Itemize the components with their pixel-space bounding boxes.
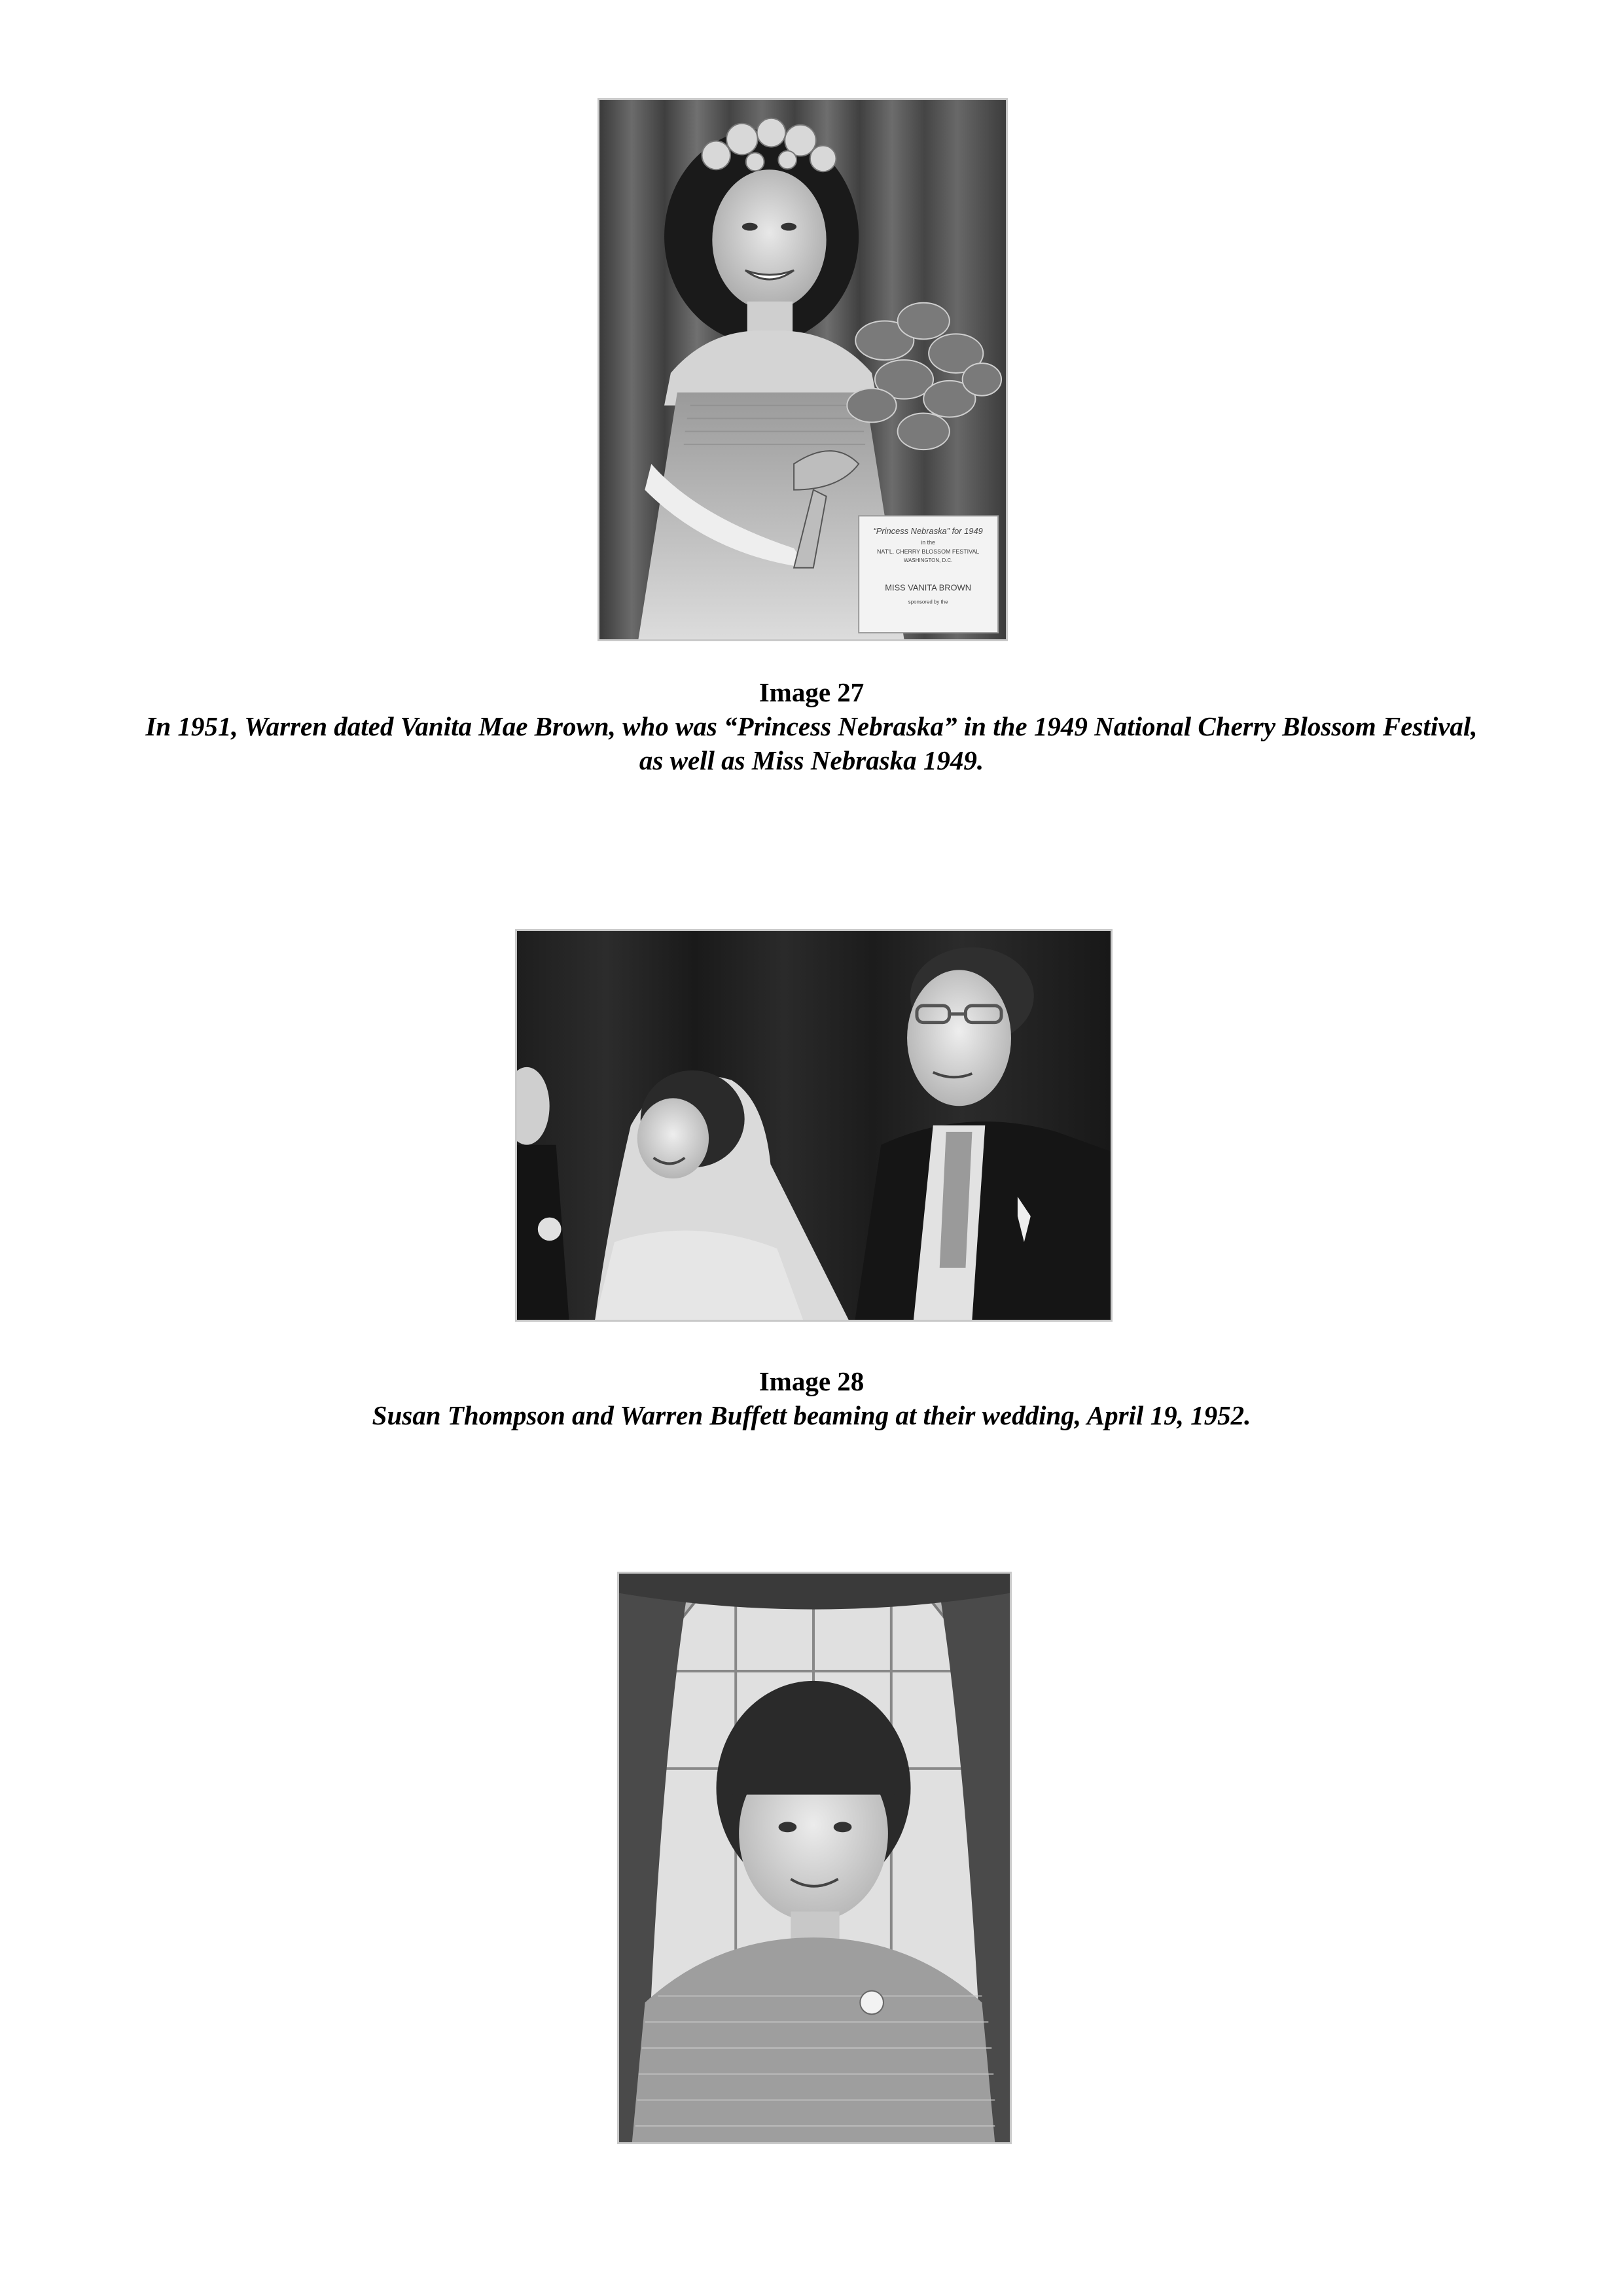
sign-line-4: WASHINGTON, D.C. xyxy=(903,557,953,563)
figure-caption: In 1951, Warren dated Vanita Mae Brown, who was “Princess Nebraska” in the 1949 National Cherry Blossom Festival, as well as Miss Nebraska 1949. xyxy=(145,711,1478,775)
photo-wedding xyxy=(515,929,1113,1322)
caption-image-27 xyxy=(0,675,1623,777)
wedding-image xyxy=(517,931,1111,1320)
sign-line-5: MISS VANITA BROWN xyxy=(885,582,972,593)
photo-child-portrait xyxy=(617,1572,1012,2144)
photo-vanita-brown xyxy=(597,98,1008,641)
sign-line-1: “Princess Nebraska” for 1949 xyxy=(873,526,983,537)
figure-caption: Susan Thompson and Warren Buffett beaming at their wedding, April 19, 1952. xyxy=(372,1400,1251,1430)
figure-label: Image 27 xyxy=(758,677,865,707)
sign-line-6: sponsored by the xyxy=(908,599,948,605)
child-portrait-image xyxy=(619,1574,1010,2142)
caption-image-28 xyxy=(0,1364,1623,1432)
portrait-image xyxy=(599,100,1006,639)
sign-line-2: in the xyxy=(921,539,936,546)
sign-line-3: NAT'L. CHERRY BLOSSOM FESTIVAL xyxy=(877,548,980,555)
figure-label: Image 28 xyxy=(758,1366,865,1396)
